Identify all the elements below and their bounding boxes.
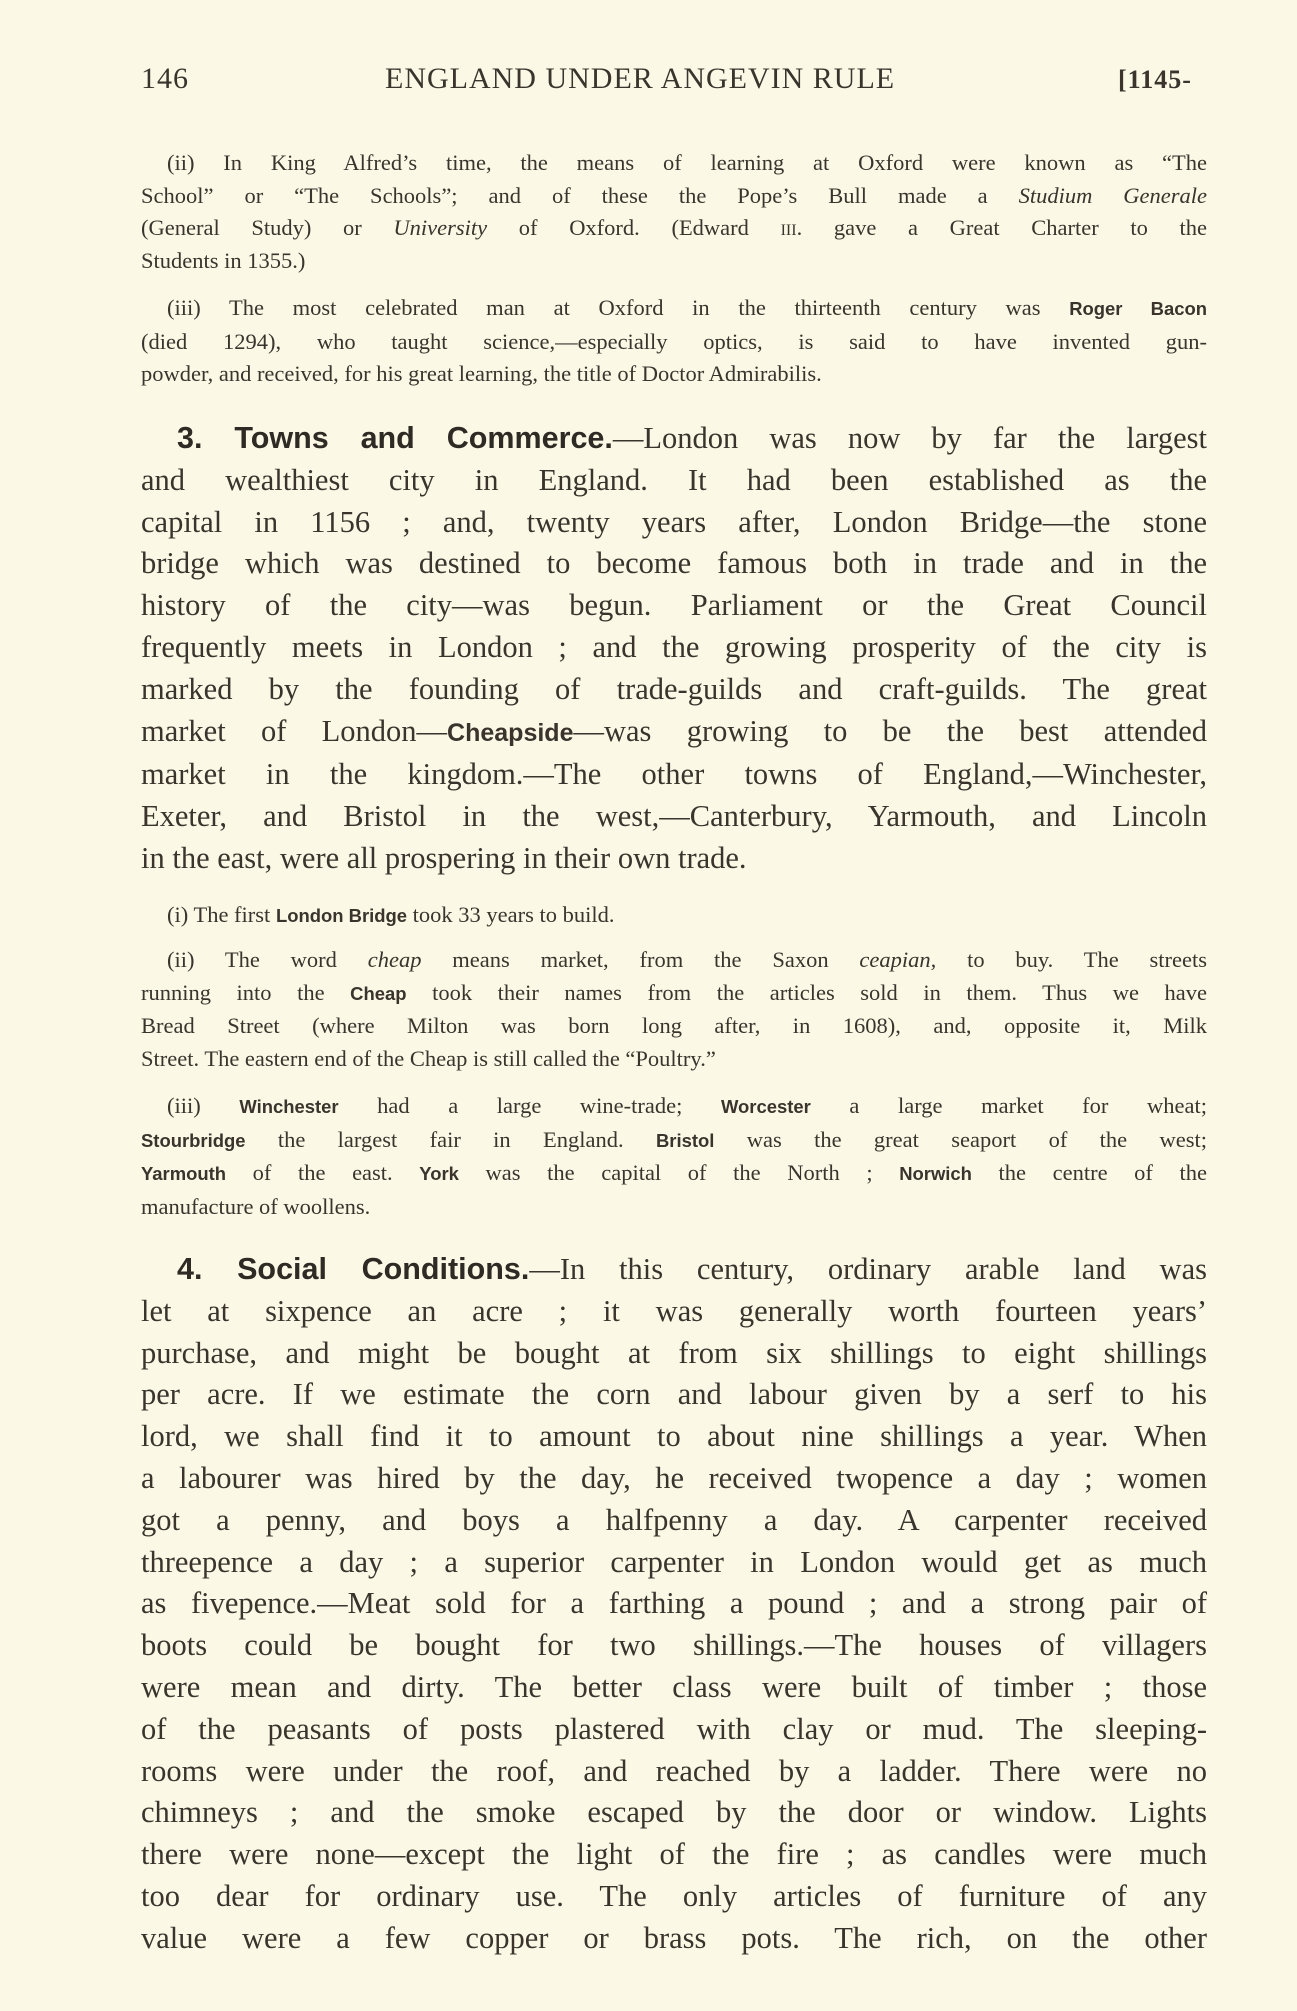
bold-term: York: [419, 1163, 459, 1184]
text-line: [141, 754, 1207, 796]
text-line: [141, 1500, 1207, 1542]
text-run: of the peasants of posts plastered with clay or mud. The sleeping-: [141, 1711, 1207, 1746]
text-run: too dear for ordinary use. The only articles of furniture of any: [141, 1878, 1207, 1913]
text-run: in the east, were all prospering in their own trade.: [141, 840, 747, 875]
text-line: [141, 796, 1207, 838]
text-run: market of London—: [141, 713, 448, 748]
text-run: as fivepence.—Meat sold for a farthing a pound ; and a strong pair of: [141, 1586, 1207, 1621]
text-line: [141, 1124, 1207, 1158]
date-range: [1145-: [1118, 65, 1192, 94]
text-run: (ii) In King Alfred’s time, the means of learning at Oxford were known as “The: [167, 150, 1207, 175]
text-run: per acre. If we estimate the corn and labour given by a serf to his: [141, 1377, 1207, 1412]
text-run: means market, from the Saxon: [421, 947, 860, 972]
italic-term: ceapian,: [859, 947, 937, 972]
text-run: market in the kingdom.—The other towns of England,—Winchester,: [141, 757, 1207, 792]
text-run: got a penny, and boys a halfpenny a day. A carpenter received: [141, 1502, 1207, 1537]
text-run: chimneys ; and the smoke escaped by the door or window. Lights: [141, 1795, 1207, 1830]
text-line: [141, 1333, 1207, 1375]
text-run: the centre of the: [971, 1160, 1208, 1185]
text-line: [141, 711, 1207, 755]
text-line: [141, 1918, 1207, 1960]
text-line: [141, 1291, 1207, 1333]
text-line: [141, 1374, 1207, 1416]
text-line: [141, 212, 1207, 245]
text-line: [141, 292, 1207, 326]
text-run: lord, we shall find it to amount to about nine shillings a year. When: [141, 1419, 1207, 1454]
text-line: [141, 944, 1207, 977]
text-run: took 33 years to build.: [407, 902, 615, 927]
text-line: [141, 1625, 1207, 1667]
text-run: —London was now by far the largest: [612, 421, 1207, 455]
text-run: (General Study) or: [141, 215, 394, 240]
text-line: [141, 418, 1207, 460]
text-run: powder, and received, for his great learning, the title of Doctor Admirabilis.: [141, 361, 822, 386]
text-run: Bread Street (where Milton was born long after, in 1608), and, opposite it, Milk: [141, 1013, 1207, 1038]
text-run: School” or “The Schools”; and of these the Pope’s Bull made a: [141, 182, 1019, 208]
text-run: bridge which was destined to become famous both in trade and in the: [141, 546, 1207, 581]
page-number: 146: [141, 62, 189, 95]
text-line: [141, 543, 1207, 585]
text-run: threepence a day ; a superior carpenter in London would get as much: [141, 1544, 1207, 1579]
bold-term: Roger Bacon: [1069, 298, 1207, 319]
bold-term: Stourbridge: [141, 1129, 246, 1151]
text-line: [141, 669, 1207, 711]
text-run: gave a Great Charter to the: [802, 215, 1207, 240]
italic-term: cheap: [367, 947, 422, 972]
text-line: [141, 1191, 1207, 1224]
text-run: history of the city—was begun. Parliament or the Great Council: [141, 588, 1207, 623]
text-line: [141, 627, 1207, 669]
text-run: —was growing to be the best attended: [573, 713, 1207, 748]
italic-term: University: [393, 215, 488, 240]
text-run: a large market for wheat;: [810, 1093, 1207, 1118]
text-run: (ii) The word: [167, 947, 368, 972]
bold-term: Yarmouth: [141, 1163, 227, 1184]
text-line: [141, 502, 1207, 544]
text-run: running into the: [141, 979, 351, 1005]
note-london-bridge: [141, 899, 1207, 933]
text-run: capital in 1156 ; and, twenty years after, London Bridge—the stone: [141, 504, 1207, 539]
text-run: there were none—except the light of the fire ; as candles were much: [141, 1837, 1207, 1872]
text-run: was the great seaport of the west;: [714, 1126, 1207, 1152]
text-line: [141, 1876, 1207, 1918]
text-line: [141, 977, 1207, 1011]
text-line: [141, 1583, 1207, 1625]
text-line: [141, 147, 1207, 180]
section-heading: 3.: [177, 421, 235, 455]
text-run: frequently meets in London ; and the growing prosperity of the city is: [141, 629, 1207, 664]
text-run: value were a few copper or brass pots. The rich, on the other: [141, 1920, 1207, 1955]
text-run: took their names from the articles sold in them. Thus we have: [406, 979, 1208, 1005]
text-run: Exeter, and Bristol in the west,—Canterbury, Yarmouth, and Lincoln: [141, 799, 1207, 834]
text-run: was the capital of the North ;: [458, 1160, 900, 1185]
text-line: [141, 1090, 1207, 1124]
text-run: purchase, and might be bought at from six shillings to eight shillings: [141, 1335, 1207, 1370]
text-run: marked by the founding of trade-guilds and craft-guilds. The great: [141, 671, 1207, 706]
bold-term: Worcester: [720, 1096, 811, 1117]
section-heading: Social Conditions.: [237, 1252, 530, 1286]
note-oxford-schools: [141, 147, 1207, 277]
text-run: to buy. The streets: [936, 947, 1207, 972]
text-run: boots could be bought for two shillings.—The houses of villagers: [141, 1628, 1207, 1663]
section-social-conditions: [141, 1249, 1207, 1960]
text-line: [141, 1792, 1207, 1834]
text-line: [141, 1751, 1207, 1793]
text-run: —In this century, ordinary arable land was: [529, 1252, 1207, 1286]
note-roger-bacon: [141, 292, 1207, 391]
text-line: [141, 245, 1207, 278]
text-line: [141, 838, 1207, 880]
note-towns-trade: [141, 1090, 1207, 1223]
bold-term: Cheap: [350, 982, 407, 1004]
text-run: a labourer was hired by the day, he received twopence a day ; women: [141, 1460, 1207, 1495]
bold-term: Norwich: [899, 1163, 972, 1184]
text-line: [141, 460, 1207, 502]
text-run: of Oxford. (Edward: [487, 215, 781, 240]
text-line: [141, 1458, 1207, 1500]
text-run: Street. The eastern end of the Cheap is still called the “Poultry.”: [141, 1045, 716, 1071]
section-heading: 4.: [177, 1252, 238, 1286]
note-cheap: [141, 944, 1207, 1075]
text-line: [141, 1157, 1207, 1191]
text-line: [141, 1249, 1207, 1291]
section-heading: Towns and Commerce.: [234, 421, 613, 455]
text-run: manufacture of woollens.: [141, 1193, 371, 1219]
running-title: ENGLAND UNDER ANGEVIN RULE: [385, 62, 896, 95]
text-line: [141, 899, 1207, 933]
text-line: [141, 1667, 1207, 1709]
section-towns-and-commerce: [141, 418, 1207, 880]
text-line: [141, 326, 1207, 359]
bold-term: Bristol: [655, 1129, 715, 1151]
text-line: [141, 1542, 1207, 1584]
text-run: of the east.: [226, 1160, 420, 1185]
text-line: [141, 1709, 1207, 1751]
text-run: (iii): [167, 1093, 240, 1118]
text-run: rooms were under the roof, and reached by a ladder. There were no: [141, 1753, 1207, 1788]
text-run: Students in 1355.): [141, 247, 306, 273]
text-run: iii.: [780, 215, 803, 240]
text-run: the largest fair in England.: [245, 1126, 656, 1152]
bold-term: London Bridge: [275, 905, 408, 926]
text-line: [141, 1010, 1207, 1043]
text-line: [141, 180, 1207, 213]
bold-term: Cheapside: [447, 718, 574, 747]
text-line: [141, 585, 1207, 627]
text-line: [141, 358, 1207, 391]
text-run: and wealthiest city in England. It had been established as the: [141, 462, 1207, 497]
bold-term: Winchester: [239, 1096, 339, 1117]
text-run: had a large wine-trade;: [338, 1093, 721, 1118]
italic-term: Studium Generale: [1018, 182, 1207, 208]
text-run: (i) The first: [167, 902, 276, 927]
text-run: (iii) The most celebrated man at Oxford in the thirteenth century was: [167, 295, 1070, 320]
text-run: were mean and dirty. The better class were built of timber ; those: [141, 1669, 1207, 1704]
text-run: (died 1294), who taught science,—especially optics, is said to have invented gun-: [141, 328, 1207, 354]
text-run: let at sixpence an acre ; it was generally worth fourteen years’: [141, 1293, 1207, 1328]
text-line: [141, 1416, 1207, 1458]
text-line: [141, 1043, 1207, 1076]
text-line: [141, 1834, 1207, 1876]
